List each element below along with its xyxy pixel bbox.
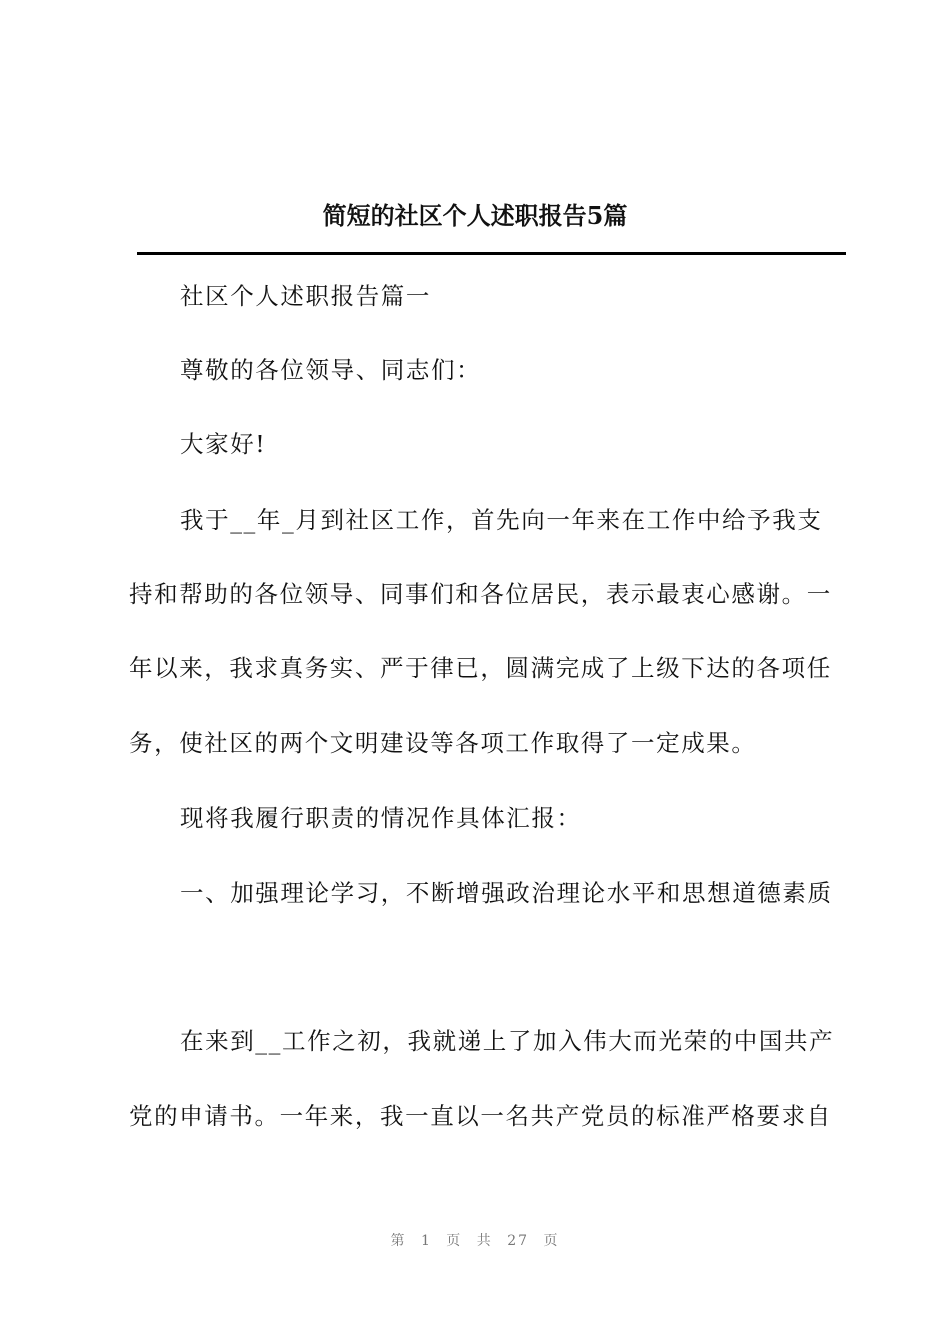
greeting: 大家好! [180,430,267,458]
paragraph-line: 现将我履行职责的情况作具体汇报： [180,804,582,832]
document-title: 简短的社区个人述职报告5篇 [322,201,628,230]
salutation: 尊敬的各位领导、同志们： [180,356,482,384]
title-underline [137,252,846,255]
paragraph-line: 在来到__工作之初，我就递上了加入伟大而光荣的中国共产 [180,1027,835,1055]
paragraph-line: 务，使社区的两个文明建设等各项工作取得了一定成果。 [129,729,757,757]
page-number: 第 1 页 共 27 页 [390,1233,560,1249]
paragraph-line: 我于__年_月到社区工作，首先向一年来在工作中给予我支 [180,506,823,534]
section-heading: 社区个人述职报告篇一 [180,282,431,310]
paragraph-line: 年以来，我求真务实、严于律已，圆满完成了上级下达的各项任 [129,654,832,682]
paragraph-line: 党的申请书。一年来，我一直以一名共产党员的标准严格要求自 [129,1102,832,1130]
subsection-heading: 一、加强理论学习，不断增强政治理论水平和思想道德素质 [180,879,833,907]
paragraph-line: 持和帮助的各位领导、同事们和各位居民，表示最衷心感谢。一 [129,580,832,608]
